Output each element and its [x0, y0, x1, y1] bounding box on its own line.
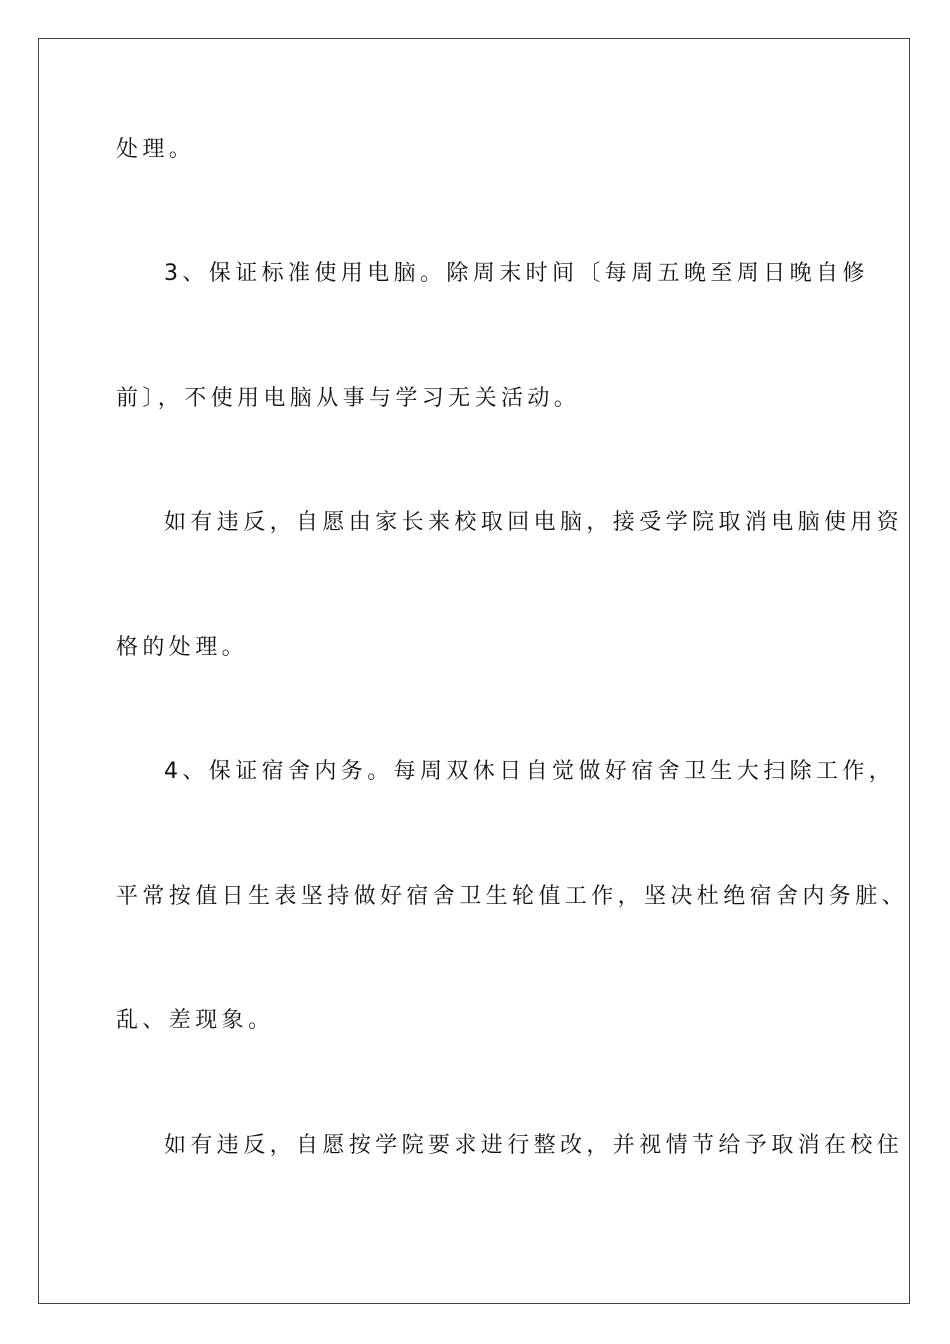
page-frame [38, 38, 910, 1304]
text-line-3: 前〕，不使用电脑从事与学习无关活动。 [116, 386, 581, 411]
text-line-8: 乱、差现象。 [116, 1008, 275, 1033]
text-line-2: 3、保证标准使用电脑。除周末时间〔每周五晚至周日晚自修 [164, 261, 869, 286]
text-line-5: 格的处理。 [116, 635, 249, 660]
text-line-1: 处理。 [116, 137, 196, 162]
text-line-7: 平常按值日生表坚持做好宿舍卫生轮值工作，坚决杜绝宿舍内务脏、 [116, 884, 909, 909]
text-line-6: 4、保证宿舍内务。每周双休日自觉做好宿舍卫生大扫除工作， [164, 759, 896, 784]
text-line-9: 如有违反，自愿按学院要求进行整改，并视情节给予取消在校住 [164, 1133, 904, 1158]
text-line-4: 如有违反，自愿由家长来校取回电脑，接受学院取消电脑使用资 [164, 510, 904, 535]
